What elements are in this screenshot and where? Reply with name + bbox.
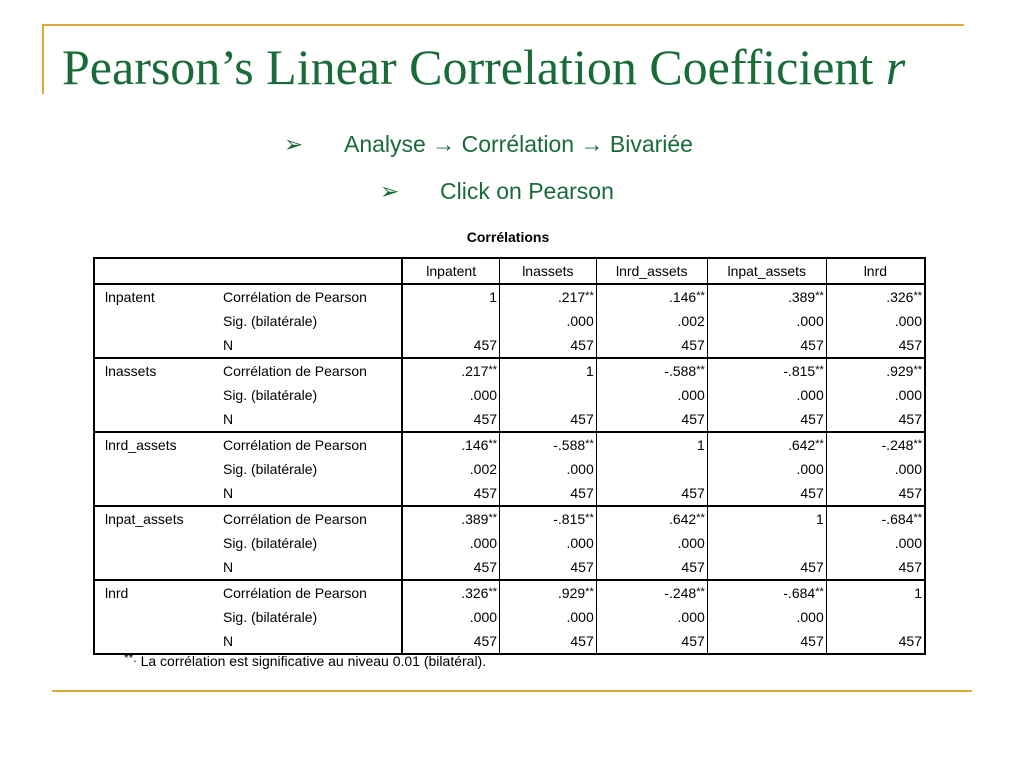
- value-cell: [826, 605, 925, 629]
- variable-name-cell: [94, 481, 223, 506]
- value-cell: [826, 629, 925, 654]
- value-text: .000: [796, 609, 824, 625]
- value-text: 457: [570, 633, 594, 649]
- value-text: 457: [473, 337, 498, 353]
- value-cell: [500, 506, 597, 531]
- variable-name-cell: lnrd: [94, 580, 223, 605]
- value-text: 457: [898, 633, 922, 649]
- value-cell: [826, 432, 925, 457]
- value-text: -.588: [664, 363, 697, 379]
- value-text: -.815: [553, 511, 586, 527]
- table-row: [94, 555, 925, 580]
- bullet-item: [284, 131, 693, 158]
- column-header: lnassets: [500, 258, 597, 284]
- variable-name-cell: lnpat_assets: [94, 506, 223, 531]
- significance-marker: **: [913, 364, 922, 376]
- value-text: 457: [473, 485, 498, 501]
- value-cell: [596, 580, 707, 605]
- value-cell: [402, 432, 499, 457]
- value-cell: [402, 457, 499, 481]
- value-cell: [596, 284, 707, 309]
- value-text: .642: [787, 437, 816, 453]
- value-cell: [707, 531, 826, 555]
- significance-marker: **: [913, 290, 922, 302]
- value-text: 457: [570, 485, 594, 501]
- value-text: -.248: [881, 437, 914, 453]
- value-cell: [402, 407, 499, 432]
- bullet-text: Click on Pearson: [440, 178, 614, 204]
- table-row: [94, 605, 925, 629]
- value-cell: [500, 481, 597, 506]
- statistic-label-cell: N: [222, 337, 234, 353]
- value-text: .389: [461, 511, 489, 527]
- value-text: .000: [796, 461, 824, 477]
- value-text: .217: [461, 363, 489, 379]
- value-cell: [826, 457, 925, 481]
- significance-marker: **: [488, 438, 498, 450]
- variable-name-cell: [94, 457, 223, 481]
- variable-name-cell: [94, 555, 223, 580]
- column-header: lnpatent: [402, 258, 499, 284]
- value-text: 457: [473, 633, 498, 649]
- correlation-table: [93, 257, 926, 655]
- value-cell: [707, 457, 826, 481]
- table-row: [94, 284, 925, 309]
- statistic-label-cell: Sig. (bilatérale): [222, 535, 318, 551]
- value-cell: [402, 555, 499, 580]
- value-text: .000: [796, 387, 824, 403]
- value-text: 457: [898, 337, 922, 353]
- value-text: 457: [800, 411, 824, 427]
- statistic-label-cell: Corrélation de Pearson: [223, 432, 402, 457]
- variable-name-cell: [94, 309, 223, 333]
- significance-marker: **: [815, 290, 824, 302]
- table-row: [94, 432, 925, 457]
- value-cell: [402, 284, 499, 309]
- statistic-label-cell: N: [223, 629, 402, 654]
- value-text: 1: [815, 511, 824, 527]
- value-text: .217: [557, 289, 586, 305]
- value-cell: [596, 358, 707, 383]
- value-cell: [826, 531, 925, 555]
- value-text: .002: [677, 313, 705, 329]
- value-cell: [707, 333, 826, 358]
- value-cell: [826, 580, 925, 605]
- value-text: .000: [566, 535, 594, 551]
- significance-marker: **: [488, 512, 498, 524]
- table-row: [94, 407, 925, 432]
- significance-marker: **: [585, 438, 594, 450]
- value-text: 457: [800, 633, 824, 649]
- value-text: 457: [473, 411, 498, 427]
- value-text: .000: [566, 313, 594, 329]
- value-text: .000: [469, 535, 498, 551]
- header-empty-cell: [94, 258, 402, 284]
- value-text: 457: [681, 337, 705, 353]
- significance-marker: **: [696, 512, 705, 524]
- value-cell: [707, 506, 826, 531]
- value-cell: [826, 358, 925, 383]
- value-text: -.588: [553, 437, 586, 453]
- value-text: 457: [681, 633, 705, 649]
- frame-bottom-rule: [52, 690, 972, 692]
- statistic-label-cell: Sig. (bilatérale): [222, 313, 318, 329]
- value-cell: [402, 309, 499, 333]
- value-cell: [707, 555, 826, 580]
- value-text: 457: [570, 559, 594, 575]
- statistic-label-cell: N: [222, 485, 234, 501]
- value-text: .000: [566, 609, 594, 625]
- value-cell: [707, 284, 826, 309]
- slide-title: [62, 39, 906, 95]
- variable-name-cell: [94, 333, 223, 358]
- value-cell: [402, 580, 499, 605]
- significance-marker: **: [488, 586, 498, 598]
- bullet-item: [380, 178, 614, 205]
- value-cell: [500, 333, 597, 358]
- significance-marker: **: [815, 438, 824, 450]
- statistic-label-cell: N: [222, 411, 234, 427]
- value-cell: [826, 407, 925, 432]
- statistic-label-cell: Corrélation de Pearson: [223, 506, 402, 531]
- table-row: [94, 481, 925, 506]
- arrow-bullet-icon: ➢: [284, 131, 304, 157]
- variable-name-cell: lnrd_assets: [94, 432, 223, 457]
- footnote-marker: **.: [124, 651, 137, 665]
- value-cell: [500, 284, 597, 309]
- value-text: .000: [566, 461, 594, 477]
- value-text: .000: [677, 609, 705, 625]
- value-text: 457: [681, 559, 705, 575]
- value-cell: [596, 555, 707, 580]
- table-row: [94, 457, 925, 481]
- value-cell: [500, 309, 597, 333]
- value-text: .000: [469, 609, 498, 625]
- value-text: 457: [800, 337, 824, 353]
- value-text: 1: [696, 437, 705, 453]
- value-text: .929: [886, 363, 914, 379]
- statistic-label-cell: Corrélation de Pearson: [223, 580, 402, 605]
- value-cell: [596, 629, 707, 654]
- bullet-text: Analyse → Corrélation → Bivariée: [344, 131, 693, 157]
- significance-marker: **: [585, 586, 594, 598]
- value-cell: [500, 358, 597, 383]
- value-text: 1: [489, 289, 498, 305]
- value-cell: [826, 333, 925, 358]
- value-text: 457: [570, 337, 594, 353]
- value-text: 457: [473, 559, 498, 575]
- variable-name-cell: [94, 531, 223, 555]
- table-row: [94, 309, 925, 333]
- statistic-label-cell: N: [222, 559, 234, 575]
- value-text: .642: [668, 511, 697, 527]
- significance-marker: **: [488, 364, 498, 376]
- significance-marker: **: [696, 290, 705, 302]
- slide-title-text: Pearson’s Linear Correlation Coefficient: [62, 39, 874, 95]
- value-text: 1: [585, 363, 594, 379]
- value-cell: [402, 333, 499, 358]
- value-text: .000: [677, 535, 705, 551]
- statistic-label-cell: Corrélation de Pearson: [223, 358, 402, 383]
- value-cell: [402, 605, 499, 629]
- value-text: .000: [894, 535, 922, 551]
- table-caption: Corrélations: [466, 229, 550, 245]
- value-cell: [402, 531, 499, 555]
- value-cell: [707, 407, 826, 432]
- value-cell: [500, 605, 597, 629]
- value-cell: [707, 605, 826, 629]
- value-cell: [402, 506, 499, 531]
- value-cell: [707, 358, 826, 383]
- variable-name-cell: [94, 407, 223, 432]
- column-header: lnrd: [826, 258, 925, 284]
- value-text: .326: [461, 585, 489, 601]
- variable-name-cell: lnpatent: [94, 284, 223, 309]
- slide-title-variable: r: [885, 39, 906, 95]
- value-text: .146: [461, 437, 489, 453]
- value-text: .000: [894, 461, 922, 477]
- value-cell: [596, 383, 707, 407]
- value-cell: [707, 629, 826, 654]
- value-text: 457: [570, 411, 594, 427]
- table-row: [94, 580, 925, 605]
- significance-marker: **: [696, 586, 705, 598]
- value-text: .000: [796, 313, 824, 329]
- table-row: [94, 531, 925, 555]
- frame-top-rule: [42, 24, 964, 26]
- table-row: [94, 358, 925, 383]
- value-text: .002: [469, 461, 498, 477]
- table-row: [94, 506, 925, 531]
- value-text: .146: [668, 289, 697, 305]
- significance-marker: **: [815, 364, 824, 376]
- variable-name-cell: [94, 605, 223, 629]
- value-cell: [596, 605, 707, 629]
- value-text: .389: [787, 289, 816, 305]
- value-text: 457: [800, 559, 824, 575]
- value-cell: [402, 383, 499, 407]
- statistic-label-cell: Sig. (bilatérale): [222, 387, 318, 403]
- column-header: lnrd_assets: [596, 258, 707, 284]
- value-cell: [500, 531, 597, 555]
- value-cell: [826, 555, 925, 580]
- value-cell: [500, 432, 597, 457]
- value-cell: [596, 309, 707, 333]
- value-cell: [826, 481, 925, 506]
- value-cell: [707, 309, 826, 333]
- value-text: .000: [894, 387, 922, 403]
- significance-marker: **: [585, 512, 594, 524]
- value-text: .929: [557, 585, 586, 601]
- value-cell: [500, 407, 597, 432]
- variable-name-cell: lnassets: [94, 358, 223, 383]
- value-text: .000: [894, 313, 922, 329]
- table-header-row: [94, 258, 925, 284]
- value-cell: [596, 457, 707, 481]
- value-text: .326: [886, 289, 914, 305]
- significance-marker: **: [815, 586, 824, 598]
- value-cell: [596, 333, 707, 358]
- significance-marker: **: [696, 364, 705, 376]
- value-text: 457: [681, 411, 705, 427]
- value-text: 457: [898, 559, 922, 575]
- variable-name-cell: [94, 383, 223, 407]
- value-text: .000: [469, 387, 498, 403]
- value-cell: [707, 383, 826, 407]
- value-cell: [500, 580, 597, 605]
- value-cell: [826, 506, 925, 531]
- value-cell: [500, 457, 597, 481]
- value-text: 457: [898, 411, 922, 427]
- value-cell: [707, 481, 826, 506]
- value-text: 457: [898, 485, 922, 501]
- value-text: -.684: [881, 511, 914, 527]
- value-cell: [596, 432, 707, 457]
- value-text: -.684: [783, 585, 816, 601]
- statistic-label-cell: Corrélation de Pearson: [223, 284, 402, 309]
- significance-marker: **: [913, 438, 922, 450]
- value-cell: [707, 432, 826, 457]
- value-cell: [402, 358, 499, 383]
- value-cell: [500, 383, 597, 407]
- value-cell: [596, 481, 707, 506]
- value-text: .000: [677, 387, 705, 403]
- value-cell: [402, 481, 499, 506]
- table-footnote: [124, 651, 486, 669]
- value-cell: [826, 383, 925, 407]
- frame-left-rule: [42, 24, 44, 94]
- table-row: [94, 383, 925, 407]
- value-cell: [596, 531, 707, 555]
- significance-marker: **: [913, 512, 922, 524]
- significance-marker: **: [585, 290, 594, 302]
- column-header: lnpat_assets: [707, 258, 826, 284]
- value-cell: [500, 629, 597, 654]
- statistic-label-cell: Sig. (bilatérale): [222, 461, 318, 477]
- table-row: [94, 333, 925, 358]
- value-text: 457: [800, 485, 824, 501]
- arrow-bullet-icon: ➢: [380, 178, 400, 204]
- value-text: 1: [914, 585, 922, 601]
- footnote-text: La corrélation est significative au niveau 0.01 (bilatéral).: [140, 653, 487, 669]
- statistic-label-cell: Sig. (bilatérale): [222, 609, 318, 625]
- value-cell: [826, 309, 925, 333]
- value-text: -.248: [664, 585, 697, 601]
- value-cell: [596, 506, 707, 531]
- value-text: -.815: [783, 363, 816, 379]
- value-cell: [707, 580, 826, 605]
- value-text: 457: [681, 485, 705, 501]
- value-cell: [826, 284, 925, 309]
- table-body: [94, 284, 925, 654]
- value-cell: [500, 555, 597, 580]
- value-cell: [596, 407, 707, 432]
